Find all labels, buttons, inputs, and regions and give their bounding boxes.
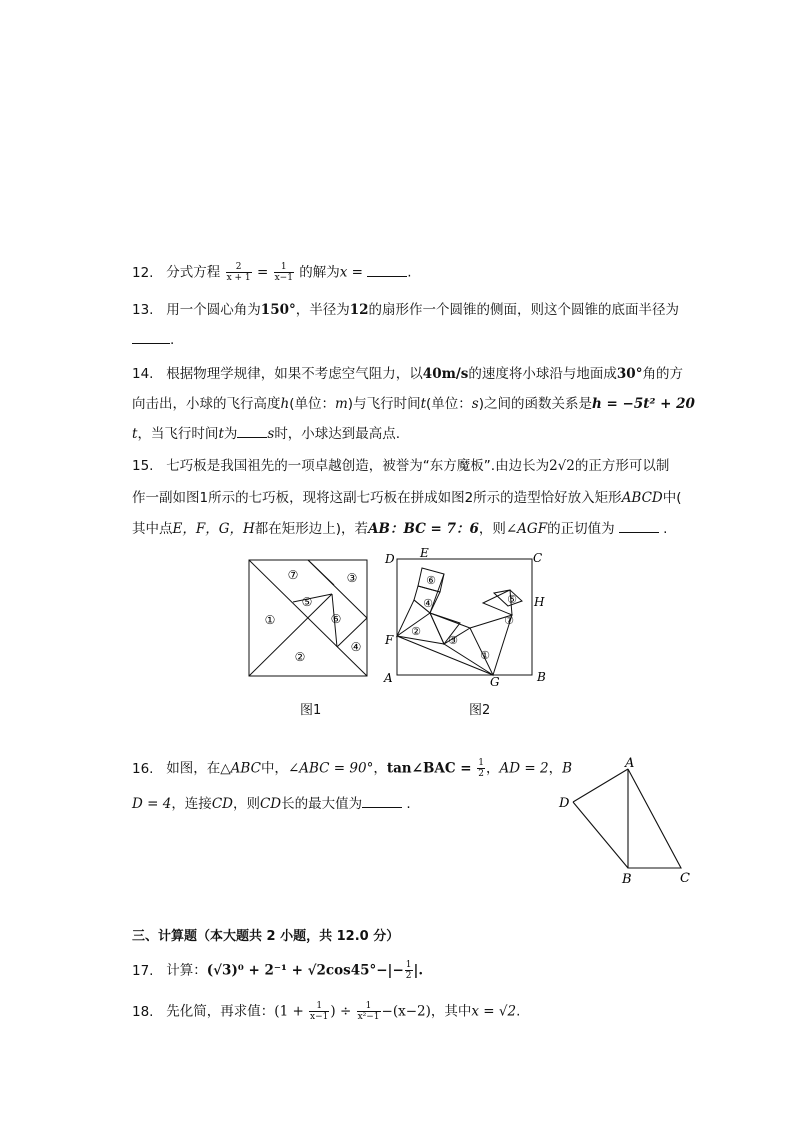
piece-label: ⑦: [287, 568, 299, 582]
answer-blank[interactable]: [367, 263, 407, 277]
answer-blank[interactable]: [619, 519, 659, 533]
answer-blank[interactable]: [132, 330, 170, 344]
question-14: 14. 根据物理学规律，如果不考虑空气阻力，以40m/s的速度将小球沿与地面成30°角的方: [132, 366, 683, 382]
question-15-line3: 其中点E，F，G，H都在矩形边上)，若AB：BC = 7：6，则∠AGF的正切值为 .: [132, 521, 668, 537]
svg-text:⑤: ⑤: [507, 593, 517, 606]
piece-label: ⑥: [330, 612, 342, 626]
figure-2-tangram-rectangle: [382, 548, 554, 688]
question-14-line2: 向击出，小球的飞行高度h(单位：m)与飞行时间t(单位：s)之间的函数关系是h = −5t² + 20: [132, 396, 695, 412]
question-number: 16.: [132, 760, 154, 777]
question-17: 17. 计算：(√3)⁰ + 2⁻¹ + √2cos45°−|− $\frac{1}{2}$ |.: [132, 960, 424, 981]
fraction-2-over-x-plus-1: $\frac{2}{x + 1}$: [226, 262, 251, 283]
point-label: C: [680, 871, 690, 886]
question-18: 18. 先化简，再求值：(1 + $\frac{1}{x-1}$ ) ÷ $\frac{1}{\text{x²−1}}$ −(x−2)，其中x = √2.: [132, 1001, 521, 1022]
piece-label: ④: [350, 640, 362, 654]
point-label: D: [385, 552, 395, 566]
piece-label: ①: [264, 613, 276, 627]
svg-text:②: ②: [411, 625, 421, 638]
question-15: 15. 七巧板是我国祖先的一项卓越创造，被誉为“东方魔板”.由边长为2√2的正方形可以制: [132, 458, 670, 474]
svg-text:⑦: ⑦: [504, 614, 514, 627]
figure-2-caption: 图2: [469, 703, 491, 718]
question-number: 18.: [132, 1003, 154, 1020]
question-16-line2: D = 4，连接CD，则CD长的最大值为 .: [132, 796, 411, 812]
svg-text:①: ①: [480, 649, 490, 662]
question-number: 13.: [132, 302, 154, 318]
point-label: A: [384, 671, 393, 685]
figure-1-tangram: [248, 559, 378, 679]
question-number: 15.: [132, 458, 154, 474]
question-number: 12.: [132, 264, 154, 281]
question-13-line2: .: [132, 330, 174, 350]
fraction-1-over-x-minus-1: $\frac{1}{x-1}$: [274, 262, 293, 283]
piece-label: ⑤: [301, 595, 313, 609]
question-16: 16. 如图，在△ABC中，∠ABC = 90°，tan∠BAC = $\frac{1}{2}$ ，AD = 2，B: [132, 758, 572, 779]
point-label: B: [622, 872, 632, 887]
svg-text:③: ③: [448, 634, 458, 647]
svg-text:④: ④: [423, 597, 433, 610]
answer-blank[interactable]: [237, 424, 267, 438]
point-label: B: [537, 670, 546, 684]
question-number: 17.: [132, 962, 154, 979]
svg-text:⑥: ⑥: [426, 574, 436, 587]
question-12: 12. 分式方程 $\frac{2}{x + 1}$ = $\frac{1}{x-1}$ 的解为x = .: [132, 262, 412, 283]
point-label: F: [385, 633, 394, 647]
piece-label: ③: [346, 571, 358, 585]
question-13: 13. 用一个圆心角为150°，半径为12的扇形作一个圆锥的侧面，则这个圆锥的底面半径为: [132, 302, 680, 318]
piece-label: ②: [294, 650, 306, 664]
point-label: A: [625, 756, 635, 771]
figure-1-caption: 图1: [300, 703, 322, 718]
figure-3-triangle: [556, 755, 696, 890]
point-label: E: [420, 548, 429, 560]
question-text: 分式方程: [166, 264, 221, 281]
point-label: H: [534, 595, 545, 609]
answer-blank[interactable]: [362, 794, 402, 808]
point-label: G: [490, 675, 500, 688]
point-label: C: [533, 551, 543, 565]
question-15-line2: 作一副如图1所示的七巧板，现将这副七巧板在拼成如图2所示的造型恰好放入矩形ABCD中(: [132, 490, 682, 506]
question-14-line3: t，当飞行时间t为 s时，小球达到最高点.: [132, 426, 401, 442]
question-number: 14.: [132, 366, 154, 382]
section-heading: 三、计算题（本大题共 2 小题，共 12.0 分）: [132, 929, 400, 944]
point-label: D: [559, 796, 570, 811]
